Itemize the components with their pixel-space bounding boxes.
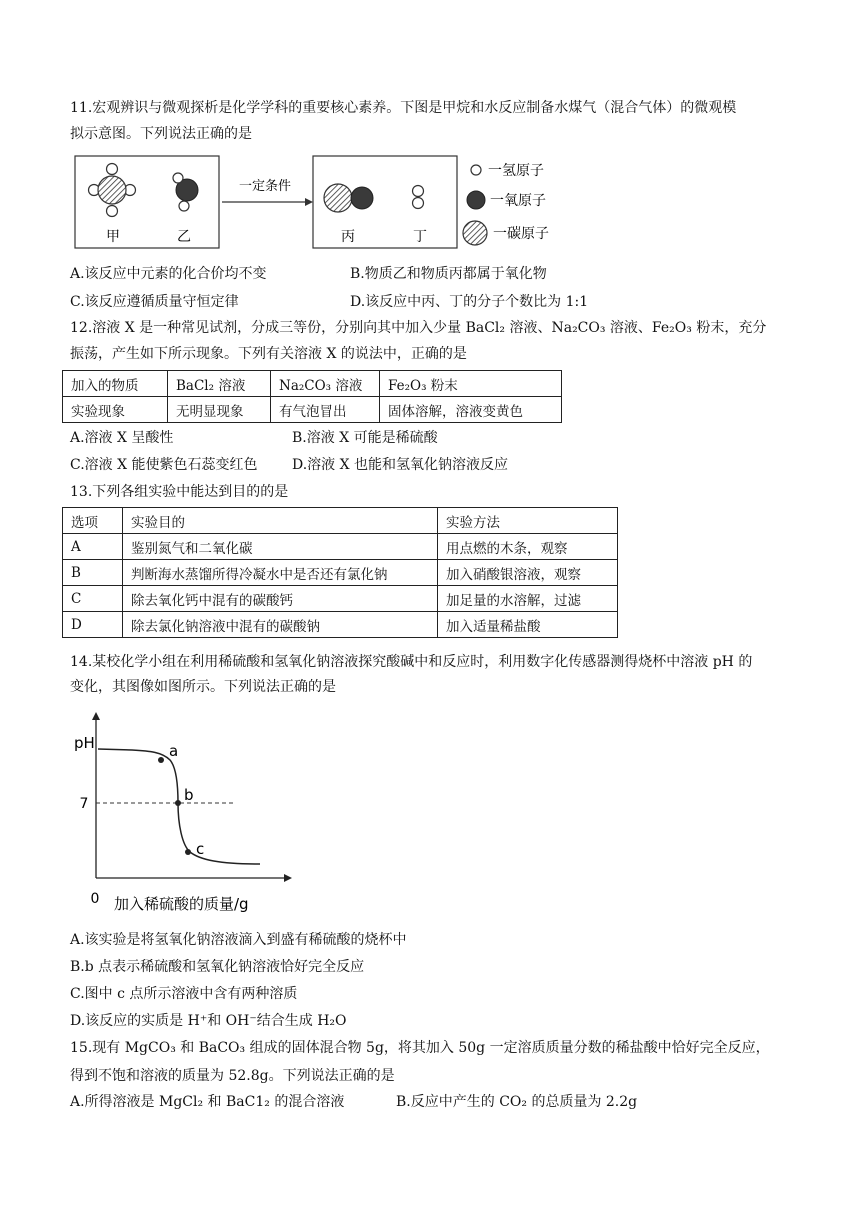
table-row xyxy=(63,371,562,397)
q11-option-c: C.该反应遵循质量守恒定律 xyxy=(70,294,239,310)
table-cell: 除去氧化钙中混有的碳酸钙 xyxy=(123,586,438,612)
q12-stem-line2: 振荡，产生如下所示现象。下列有关溶液 X 的说法中，正确的是 xyxy=(70,346,467,362)
point-a-label: a xyxy=(169,742,179,760)
methane-molecule-icon xyxy=(89,164,136,217)
table-cell: 除去氯化钠溶液中混有的碳酸钠 xyxy=(123,612,438,638)
origin-label: 0 xyxy=(90,891,100,907)
table-cell: C xyxy=(63,586,123,612)
q12-option-c: C.溶液 X 能使紫色石蕊变红色 xyxy=(70,457,258,473)
table-cell: 加入硝酸银溶液，观察 xyxy=(438,560,618,586)
x-axis-label: 加入稀硫酸的质量/g xyxy=(114,895,249,913)
table-cell: 用点燃的木条，观察 xyxy=(438,534,618,560)
q12-option-b: B.溶液 X 可能是稀硫酸 xyxy=(292,430,438,446)
q14-option-a: A.该实验是将氢氧化钠溶液滴入到盛有稀硫酸的烧杯中 xyxy=(70,932,407,948)
arrow-condition-text: 一定条件 xyxy=(238,179,292,194)
table-row xyxy=(63,397,562,423)
point-c-marker xyxy=(185,849,191,855)
q15-option-b: B.反应中产生的 CO₂ 的总质量为 2.2g xyxy=(396,1094,638,1110)
table-cell: 加入适量稀盐酸 xyxy=(438,612,618,638)
legend-hydrogen-label: 一氢原子 xyxy=(488,163,544,179)
q15-option-a: A.所得溶液是 MgCl₂ 和 BaC1₂ 的混合溶液 xyxy=(70,1094,345,1110)
label-jia: 甲 xyxy=(106,229,120,245)
table-cell: B xyxy=(63,560,123,586)
hydrogen-molecule-icon xyxy=(413,186,424,209)
q14-option-c: C.图中 c 点所示溶液中含有两种溶质 xyxy=(70,986,298,1002)
table-cell: 实验目的 xyxy=(123,508,438,534)
table-row xyxy=(63,586,618,612)
table-row xyxy=(63,560,618,586)
q12-table xyxy=(62,370,562,423)
table-cell: 固体溶解，溶液变黄色 xyxy=(380,397,562,423)
table-cell: 判断海水蒸馏所得冷凝水中是否还有氯化钠 xyxy=(123,560,438,586)
point-c-label: c xyxy=(196,840,205,858)
legend-oxygen-label: 一氧原子 xyxy=(490,193,546,209)
label-yi: 乙 xyxy=(177,229,191,245)
x-axis-arrow-icon xyxy=(284,874,292,882)
q13-table xyxy=(62,507,618,638)
q12-option-d: D.溶液 X 也能和氢氧化钠溶液反应 xyxy=(292,457,509,473)
q14-option-d: D.该反应的实质是 H⁺和 OH⁻结合生成 H₂O xyxy=(70,1013,347,1029)
table-cell: Na₂CO₃ 溶液 xyxy=(271,371,380,397)
legend-hydrogen-icon xyxy=(471,165,481,175)
q11-option-a: A.该反应中元素的化合价均不变 xyxy=(70,266,267,282)
carbon-monoxide-molecule-icon xyxy=(324,184,373,212)
table-cell: BaCl₂ 溶液 xyxy=(168,371,271,397)
table-cell: 鉴别氮气和二氧化碳 xyxy=(123,534,438,560)
reactant-box xyxy=(75,156,219,248)
point-b-marker xyxy=(175,800,181,806)
q15-stem-line2: 得到不饱和溶液的质量为 52.8g。下列说法正确的是 xyxy=(70,1068,395,1084)
q14-option-b: B.b 点表示稀硫酸和氢氧化钠溶液恰好完全反应 xyxy=(70,959,365,975)
q14-ph-graph xyxy=(70,710,310,920)
q11-stem-line2: 拟示意图。下列说法正确的是 xyxy=(70,126,252,142)
point-b-label: b xyxy=(184,786,194,804)
legend-carbon-icon xyxy=(463,221,487,245)
table-row xyxy=(63,534,618,560)
q12-option-a: A.溶液 X 呈酸性 xyxy=(70,430,174,446)
legend-carbon-label: 一碳原子 xyxy=(493,226,549,242)
point-a-marker xyxy=(158,757,164,763)
q11-option-b: B.物质乙和物质丙都属于氧化物 xyxy=(350,266,547,282)
table-cell: 有气泡冒出 xyxy=(271,397,380,423)
table-cell: D xyxy=(63,612,123,638)
label-bing: 丙 xyxy=(341,229,355,245)
table-cell: 加入的物质 xyxy=(63,371,168,397)
y-axis-arrow-icon xyxy=(92,712,100,720)
q12-stem-line1: 12.溶液 X 是一种常见试剂，分成三等份，分别向其中加入少量 BaCl₂ 溶液、Na₂CO₃ 溶液、Fe₂O₃ 粉末，充分 xyxy=(70,320,767,336)
q11-stem-line1: 11.宏观辨识与微观探析是化学学科的重要核心素养。下图是甲烷和水反应制备水煤气（混合气体）的微观模 xyxy=(70,100,737,116)
table-cell: 实验方法 xyxy=(438,508,618,534)
ph-curve xyxy=(98,749,260,864)
q11-molecule-diagram xyxy=(70,152,590,254)
legend-oxygen-icon xyxy=(467,191,485,209)
q15-stem-line1: 15.现有 MgCO₃ 和 BaCO₃ 组成的固体混合物 5g，将其加入 50g 一定溶质质量分数的稀盐酸中恰好完全反应， xyxy=(70,1040,770,1056)
label-ding: 丁 xyxy=(413,229,427,245)
table-row xyxy=(63,508,618,534)
table-cell: A xyxy=(63,534,123,560)
table-cell: Fe₂O₃ 粉末 xyxy=(380,371,562,397)
water-molecule-icon xyxy=(173,173,198,211)
ph-seven-label: 7 xyxy=(79,796,89,812)
q13-stem: 13.下列各组实验中能达到目的的是 xyxy=(70,484,289,500)
q11-option-d: D.该反应中丙、丁的分子个数比为 1:1 xyxy=(350,294,589,310)
y-axis-label: pH xyxy=(74,734,95,752)
table-cell: 选项 xyxy=(63,508,123,534)
table-row xyxy=(63,612,618,638)
table-cell: 加足量的水溶解，过滤 xyxy=(438,586,618,612)
q14-stem-line2: 变化，其图像如图所示。下列说法正确的是 xyxy=(70,679,336,695)
table-cell: 无明显现象 xyxy=(168,397,271,423)
table-cell: 实验现象 xyxy=(63,397,168,423)
q14-stem-line1: 14.某校化学小组在利用稀硫酸和氢氧化钠溶液探究酸碱中和反应时，利用数字化传感器测得烧杯中溶液 pH 的 xyxy=(70,654,753,670)
